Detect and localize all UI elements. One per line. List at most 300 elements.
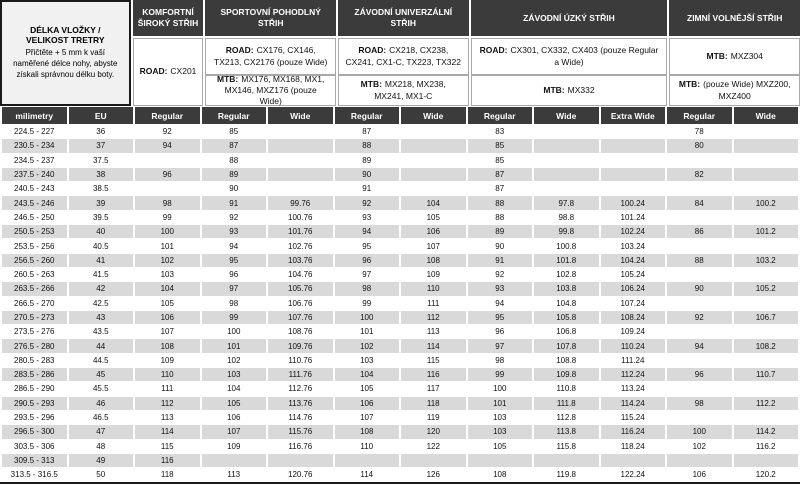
model-list: CX201 (170, 66, 197, 77)
road-label: ROAD: (358, 45, 387, 56)
size-value-cell (667, 182, 732, 195)
size-value-cell: 98 (667, 397, 732, 410)
size-value-cell: 104.8 (534, 297, 599, 310)
chart-subtitle: Přičtěte + 5 mm k vaší naměřené délce nohy, abyste získali správnou délku boty. (13, 48, 118, 79)
chart-header (0, 0, 800, 106)
size-value-cell: 97.8 (534, 196, 599, 209)
size-value-cell: 89 (335, 154, 400, 167)
size-value-cell (468, 454, 533, 467)
size-value-cell (734, 297, 799, 310)
size-value-cell: 88 (667, 254, 732, 267)
size-value-cell: 95 (468, 311, 533, 324)
road-label: ROAD: (139, 66, 168, 77)
models-sportovni-mtb (205, 75, 336, 106)
size-value-cell: 104 (401, 196, 466, 209)
size-value-cell: 96 (468, 325, 533, 338)
size-range-cell: 290.5 - 293 (2, 397, 67, 410)
table-row (2, 211, 798, 224)
size-value-cell: 92 (468, 268, 533, 281)
size-value-cell: 100 (135, 225, 200, 238)
size-value-cell: 92 (335, 196, 400, 209)
size-range-cell: 234.5 - 237 (2, 154, 67, 167)
size-value-cell: 85 (202, 125, 267, 138)
size-value-cell: 110 (335, 440, 400, 453)
size-value-cell: 109.76 (268, 339, 333, 352)
size-value-cell: 102 (667, 440, 732, 453)
size-value-cell: 119 (401, 411, 466, 424)
size-value-cell: 108.24 (601, 311, 666, 324)
size-value-cell: 107 (202, 425, 267, 438)
size-value-cell: 114.24 (601, 397, 666, 410)
table-row (2, 254, 798, 267)
size-range-cell: 243.5 - 246 (2, 196, 67, 209)
size-value-cell: 94 (667, 339, 732, 352)
models-zimni-top (669, 38, 800, 75)
category-sportovni: SPORTOVNÍ POHODLNÝ STŘIH (205, 0, 336, 38)
size-range-cell: 276.5 - 280 (2, 339, 67, 352)
size-value-cell: 103 (135, 268, 200, 281)
size-value-cell: 108 (468, 468, 533, 481)
table-row (2, 339, 798, 352)
column-header: Regular (667, 107, 732, 124)
size-value-cell: 113.76 (268, 397, 333, 410)
size-value-cell (534, 454, 599, 467)
size-value-cell: 109 (401, 268, 466, 281)
table-row (2, 397, 798, 410)
size-value-cell: 106 (135, 311, 200, 324)
size-value-cell: 110.76 (268, 354, 333, 367)
size-value-cell: 93 (468, 282, 533, 295)
size-value-cell (734, 268, 799, 281)
size-value-cell: 88 (468, 196, 533, 209)
size-value-cell: 101 (335, 325, 400, 338)
size-range-cell: 283.5 - 286 (2, 368, 67, 381)
mtb-label: MTB: (678, 79, 701, 90)
eu-size-cell: 50 (69, 468, 134, 481)
size-value-cell: 90 (667, 282, 732, 295)
size-value-cell (534, 139, 599, 152)
eu-size-cell: 40.5 (69, 239, 134, 252)
table-row (2, 425, 798, 438)
size-value-cell: 101.8 (534, 254, 599, 267)
column-header: Regular (468, 107, 533, 124)
category-zavodni-uzky: ZÁVODNÍ ÚZKÝ STŘIH (471, 0, 668, 38)
size-value-cell: 107 (135, 325, 200, 338)
size-value-cell: 102 (135, 254, 200, 267)
size-value-cell: 90 (468, 239, 533, 252)
size-value-cell: 116 (401, 368, 466, 381)
size-range-cell: 260.5 - 263 (2, 268, 67, 281)
size-value-cell: 114 (335, 468, 400, 481)
size-value-cell: 108.8 (534, 354, 599, 367)
size-value-cell: 115.76 (268, 425, 333, 438)
size-value-cell: 87 (335, 125, 400, 138)
size-value-cell: 80 (667, 139, 732, 152)
road-label: ROAD: (479, 45, 508, 56)
size-value-cell: 99 (468, 368, 533, 381)
size-value-cell: 110.8 (534, 382, 599, 395)
size-value-cell (667, 268, 732, 281)
size-value-cell (401, 125, 466, 138)
size-value-cell: 105.2 (734, 282, 799, 295)
size-value-cell: 109 (135, 354, 200, 367)
size-value-cell: 93 (335, 211, 400, 224)
size-range-cell: 246.5 - 250 (2, 211, 67, 224)
size-value-cell: 94 (335, 225, 400, 238)
size-value-cell (734, 182, 799, 195)
size-value-cell (534, 182, 599, 195)
eu-size-cell: 40 (69, 225, 134, 238)
size-value-cell (667, 382, 732, 395)
mtb-label: MTB: (217, 73, 239, 84)
size-value-cell: 107 (335, 411, 400, 424)
size-value-cell: 107.8 (534, 339, 599, 352)
size-value-cell (534, 154, 599, 167)
model-list: MX218, MX238, MX241, MX1-C (374, 79, 446, 101)
size-range-cell: 296.5 - 300 (2, 425, 67, 438)
size-value-cell: 99 (335, 297, 400, 310)
size-value-cell (601, 168, 666, 181)
size-value-cell: 104.76 (268, 268, 333, 281)
size-value-cell: 98 (468, 354, 533, 367)
size-range-cell: 293.5 - 296 (2, 411, 67, 424)
size-value-cell: 100 (335, 311, 400, 324)
size-value-cell: 102 (335, 339, 400, 352)
size-value-cell: 106.76 (268, 297, 333, 310)
table-row (2, 268, 798, 281)
size-value-cell: 105 (468, 440, 533, 453)
size-value-cell: 101.24 (601, 211, 666, 224)
model-list: (pouze Wide) MXZ200, MXZ400 (703, 79, 791, 101)
size-value-cell: 101 (468, 397, 533, 410)
size-value-cell (268, 154, 333, 167)
size-range-cell: 240.5 - 243 (2, 182, 67, 195)
info-cell (0, 0, 131, 106)
size-value-cell: 103.2 (734, 254, 799, 267)
size-range-cell: 270.5 - 273 (2, 311, 67, 324)
size-value-cell: 118 (135, 468, 200, 481)
size-value-cell: 119.8 (534, 468, 599, 481)
table-row (2, 454, 798, 467)
table-row (2, 297, 798, 310)
size-value-cell: 114.2 (734, 425, 799, 438)
size-value-cell: 113 (401, 325, 466, 338)
size-value-cell: 107.24 (601, 297, 666, 310)
eu-size-cell: 44 (69, 339, 134, 352)
size-value-cell: 87 (202, 139, 267, 152)
size-value-cell (268, 454, 333, 467)
size-value-cell: 120.76 (268, 468, 333, 481)
size-value-cell: 113.24 (601, 382, 666, 395)
size-value-cell: 105.24 (601, 268, 666, 281)
chart-title: DÉLKA VLOŽKY / VELIKOST TRETRY (26, 25, 105, 46)
size-value-cell: 104.24 (601, 254, 666, 267)
size-value-cell: 91 (335, 182, 400, 195)
size-value-cell: 98 (135, 196, 200, 209)
size-value-cell: 116.76 (268, 440, 333, 453)
model-list: CX176, CX146, TX213, CX2176 (pouze Wide) (214, 45, 328, 67)
size-value-cell: 88 (202, 154, 267, 167)
size-value-cell: 86 (667, 225, 732, 238)
size-value-cell: 105.76 (268, 282, 333, 295)
size-value-cell: 108.2 (734, 339, 799, 352)
size-value-cell: 100.2 (734, 196, 799, 209)
size-value-cell: 91 (468, 254, 533, 267)
size-value-cell: 94 (135, 139, 200, 152)
model-list: CX301, CX332, CX403 (pouze Regular a Wide) (510, 45, 659, 67)
road-label: ROAD: (225, 45, 254, 56)
size-value-cell (401, 154, 466, 167)
size-value-cell: 96 (335, 254, 400, 267)
size-value-cell: 115.24 (601, 411, 666, 424)
size-value-cell: 101 (202, 339, 267, 352)
size-value-cell: 116.2 (734, 440, 799, 453)
table-row (2, 468, 798, 481)
size-range-cell: 230.5 - 234 (2, 139, 67, 152)
column-header: Regular (202, 107, 267, 124)
size-value-cell (734, 411, 799, 424)
size-table-body (2, 125, 798, 481)
size-value-cell: 99.76 (268, 196, 333, 209)
model-list: CX218, CX238, CX241, CX1-C, TX223, TX322 (345, 45, 461, 67)
size-value-cell (202, 454, 267, 467)
table-row (2, 311, 798, 324)
size-value-cell: 100.24 (601, 196, 666, 209)
size-value-cell: 85 (468, 139, 533, 152)
eu-size-cell: 45.5 (69, 382, 134, 395)
size-value-cell: 97 (202, 282, 267, 295)
size-range-cell: 266.5 - 270 (2, 297, 67, 310)
size-value-cell: 114.76 (268, 411, 333, 424)
size-value-cell (734, 239, 799, 252)
size-value-cell: 110.24 (601, 339, 666, 352)
size-value-cell (667, 239, 732, 252)
table-row (2, 282, 798, 295)
table-row (2, 225, 798, 238)
bottom-border (0, 482, 800, 484)
size-value-cell (667, 154, 732, 167)
size-value-cell: 92 (667, 311, 732, 324)
column-header: Wide (534, 107, 599, 124)
size-value-cell: 90 (335, 168, 400, 181)
size-value-cell: 99 (202, 311, 267, 324)
mtb-label: MTB: (543, 84, 565, 95)
eu-size-cell: 38 (69, 168, 134, 181)
column-header: Wide (268, 107, 333, 124)
size-value-cell: 87 (468, 168, 533, 181)
size-value-cell: 89 (468, 225, 533, 238)
column-header: Regular (335, 107, 400, 124)
size-value-cell: 104 (135, 282, 200, 295)
size-value-cell: 89 (202, 168, 267, 181)
size-value-cell: 114 (135, 425, 200, 438)
size-table-head (2, 107, 798, 124)
models-sportovni-road (205, 38, 336, 75)
eu-size-cell: 41.5 (69, 268, 134, 281)
size-value-cell: 110.7 (734, 368, 799, 381)
size-value-cell (601, 182, 666, 195)
size-value-cell: 96 (135, 168, 200, 181)
size-value-cell: 93 (202, 225, 267, 238)
size-range-cell: 237.5 - 240 (2, 168, 67, 181)
size-value-cell: 99.8 (534, 225, 599, 238)
size-value-cell (667, 454, 732, 467)
size-value-cell: 95 (202, 254, 267, 267)
category-zimni: ZIMNÍ VOLNĚJŠÍ STŘIH (669, 0, 800, 38)
size-value-cell: 102.24 (601, 225, 666, 238)
table-row (2, 440, 798, 453)
size-value-cell: 116 (135, 454, 200, 467)
size-value-cell: 113 (135, 411, 200, 424)
model-list: MXZ304 (730, 50, 763, 61)
size-value-cell (534, 125, 599, 138)
size-value-cell: 102 (202, 354, 267, 367)
size-value-cell (667, 325, 732, 338)
models-univerzalni-mtb (338, 75, 469, 106)
size-value-cell: 103 (335, 354, 400, 367)
size-table (0, 106, 800, 482)
table-row (2, 154, 798, 167)
models-komfortni (133, 38, 204, 106)
eu-size-cell: 41 (69, 254, 134, 267)
size-value-cell: 92 (202, 211, 267, 224)
mtb-label: MTB: (360, 79, 382, 90)
eu-size-cell: 39 (69, 196, 134, 209)
category-komfortni: KOMFORTNÍ ŠIROKÝ STŘIH (133, 0, 204, 38)
size-value-cell: 102.76 (268, 239, 333, 252)
size-value-cell: 97 (335, 268, 400, 281)
size-value-cell: 104 (335, 368, 400, 381)
table-row (2, 411, 798, 424)
size-value-cell: 118.24 (601, 440, 666, 453)
size-value-cell: 115 (135, 440, 200, 453)
eu-size-cell: 46.5 (69, 411, 134, 424)
column-header: Extra Wide (601, 107, 666, 124)
size-value-cell: 108 (135, 339, 200, 352)
size-range-cell: 253.5 - 256 (2, 239, 67, 252)
models-zimni-bottom (669, 75, 800, 106)
size-value-cell (534, 168, 599, 181)
size-value-cell (734, 211, 799, 224)
size-value-cell: 100 (468, 382, 533, 395)
size-value-cell: 100.8 (534, 239, 599, 252)
size-value-cell: 98 (335, 282, 400, 295)
size-value-cell: 87 (468, 182, 533, 195)
size-value-cell (734, 139, 799, 152)
size-value-cell (401, 139, 466, 152)
table-row (2, 368, 798, 381)
size-value-cell: 106.24 (601, 282, 666, 295)
size-value-cell: 120.2 (734, 468, 799, 481)
size-value-cell (667, 211, 732, 224)
size-value-cell: 109 (202, 440, 267, 453)
size-value-cell (268, 182, 333, 195)
table-row (2, 239, 798, 252)
mtb-label: MTB: (706, 50, 728, 61)
size-value-cell (734, 168, 799, 181)
size-value-cell: 111.8 (534, 397, 599, 410)
table-row (2, 354, 798, 367)
eu-size-cell: 47 (69, 425, 134, 438)
size-value-cell: 106 (667, 468, 732, 481)
eu-size-cell: 43.5 (69, 325, 134, 338)
size-value-cell: 107.76 (268, 311, 333, 324)
size-value-cell: 94 (468, 297, 533, 310)
size-value-cell: 118 (401, 397, 466, 410)
table-row (2, 125, 798, 138)
size-value-cell: 103.8 (534, 282, 599, 295)
size-value-cell (667, 411, 732, 424)
eu-size-cell: 44.5 (69, 354, 134, 367)
eu-size-cell: 39.5 (69, 211, 134, 224)
size-value-cell: 112.76 (268, 382, 333, 395)
size-value-cell (401, 454, 466, 467)
size-value-cell: 83 (468, 125, 533, 138)
size-value-cell: 112 (135, 397, 200, 410)
size-value-cell: 113 (202, 468, 267, 481)
size-range-cell: 309.5 - 313 (2, 454, 67, 467)
size-value-cell: 105 (335, 382, 400, 395)
size-value-cell (734, 154, 799, 167)
size-value-cell (601, 139, 666, 152)
column-header: EU (69, 107, 134, 124)
eu-size-cell: 49 (69, 454, 134, 467)
size-value-cell: 122.24 (601, 468, 666, 481)
models-uzky-mtb (471, 75, 668, 106)
eu-size-cell: 38.5 (69, 182, 134, 195)
table-row (2, 168, 798, 181)
size-range-cell: 250.5 - 253 (2, 225, 67, 238)
size-value-cell (734, 354, 799, 367)
size-value-cell: 112.2 (734, 397, 799, 410)
eu-size-cell: 45 (69, 368, 134, 381)
size-value-cell: 100.76 (268, 211, 333, 224)
size-value-cell: 103.24 (601, 239, 666, 252)
eu-size-cell: 42.5 (69, 297, 134, 310)
size-value-cell: 99 (135, 211, 200, 224)
size-value-cell (268, 168, 333, 181)
size-value-cell: 122 (401, 440, 466, 453)
size-value-cell: 94 (202, 239, 267, 252)
eu-size-cell: 37.5 (69, 154, 134, 167)
size-value-cell: 103 (202, 368, 267, 381)
size-value-cell: 110 (135, 368, 200, 381)
size-value-cell: 103.76 (268, 254, 333, 267)
model-list: MX176, MX168, MX1, MX146, MXZ176 (pouze Wide) (224, 73, 325, 107)
size-value-cell: 115.8 (534, 440, 599, 453)
size-value-cell (335, 454, 400, 467)
size-range-cell: 263.5 - 266 (2, 282, 67, 295)
category-zavodni-univerzalni: ZÁVODNÍ UNIVERZÁLNÍ STŘIH (338, 0, 469, 38)
size-value-cell: 101.76 (268, 225, 333, 238)
size-value-cell (734, 454, 799, 467)
size-value-cell: 126 (401, 468, 466, 481)
size-value-cell: 90 (202, 182, 267, 195)
size-value-cell: 105 (202, 397, 267, 410)
size-value-cell (268, 125, 333, 138)
size-value-cell: 113.8 (534, 425, 599, 438)
size-value-cell (135, 182, 200, 195)
size-value-cell: 111.24 (601, 354, 666, 367)
column-header-row (2, 107, 798, 124)
eu-size-cell: 37 (69, 139, 134, 152)
size-value-cell: 106.7 (734, 311, 799, 324)
size-value-cell: 115 (401, 354, 466, 367)
size-range-cell: 273.5 - 276 (2, 325, 67, 338)
size-value-cell: 106 (202, 411, 267, 424)
size-value-cell: 112 (401, 311, 466, 324)
size-value-cell: 117 (401, 382, 466, 395)
